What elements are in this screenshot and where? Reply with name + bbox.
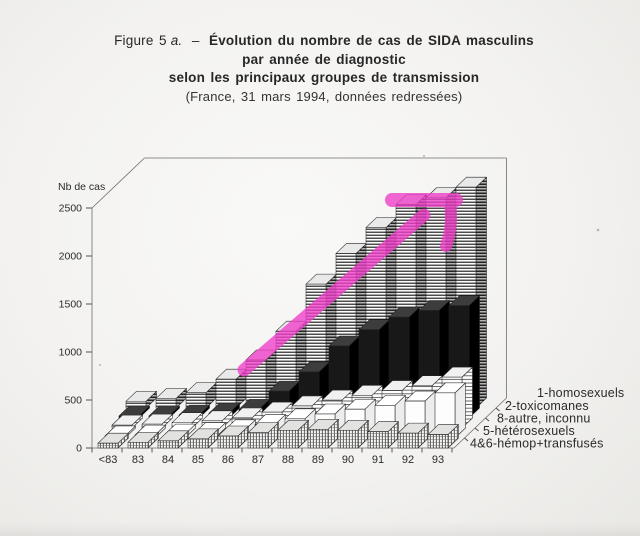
x-tick-label: 85 bbox=[191, 454, 205, 466]
legend bbox=[470, 386, 624, 451]
bar-83 bbox=[128, 432, 159, 448]
figure-title-part1: Évolution du nombre de cas de SIDA masculins bbox=[209, 33, 534, 48]
legend-label-2: 2-toxicomanes bbox=[505, 399, 589, 413]
x-tick-label: 89 bbox=[311, 454, 325, 466]
x-tick-label: 93 bbox=[431, 454, 445, 466]
x-axis-labels bbox=[99, 454, 444, 466]
x-tick-label: 90 bbox=[341, 454, 355, 466]
y-axis-title: Nb de cas bbox=[58, 181, 106, 193]
x-tick-label: 83 bbox=[131, 454, 145, 466]
x-tick-label: <83 bbox=[98, 454, 118, 466]
pink-marker-hook bbox=[446, 204, 451, 246]
x-tick-label: 91 bbox=[371, 454, 385, 466]
y-tick-label: 500 bbox=[64, 394, 82, 407]
bar-<83 bbox=[126, 391, 157, 408]
x-tick-label: 88 bbox=[281, 454, 295, 466]
legend-label-1: 1-homosexuels bbox=[537, 386, 625, 400]
bar-85 bbox=[188, 429, 219, 448]
y-tick-label: 1500 bbox=[58, 298, 82, 311]
y-tick-label: 2500 bbox=[58, 202, 82, 215]
bar-83 bbox=[156, 388, 187, 408]
x-tick-label: 92 bbox=[401, 454, 415, 466]
x-tick-label: 84 bbox=[161, 454, 175, 466]
bar-<83 bbox=[98, 433, 129, 448]
y-tick-label: 2000 bbox=[58, 250, 82, 263]
figure-label-letter: a. bbox=[170, 33, 183, 48]
figure-title-part2: par année de diagnostic bbox=[242, 51, 406, 67]
y-tick-label: 0 bbox=[76, 442, 82, 455]
y-axis-labels bbox=[59, 203, 83, 455]
x-tick-label: 87 bbox=[251, 454, 265, 466]
figure-subtitle: (France, 31 mars 1994, données redressées) bbox=[185, 88, 463, 104]
figure-label: Figure 5 bbox=[114, 33, 167, 48]
bar-84 bbox=[186, 383, 217, 408]
x-tick-label: 86 bbox=[221, 454, 235, 466]
legend-label-4: 5-hétérosexuels bbox=[483, 424, 575, 438]
caption-dash: – bbox=[191, 33, 200, 48]
legend-label-5: 4&6-hémop+transfusés bbox=[470, 436, 604, 451]
figure-title-part3: selon les principaux groupes de transmission bbox=[168, 70, 480, 85]
bar-84 bbox=[158, 431, 189, 448]
legend-label-3: 8-autre, inconnu bbox=[497, 411, 591, 426]
y-tick-label: 1000 bbox=[58, 346, 82, 359]
